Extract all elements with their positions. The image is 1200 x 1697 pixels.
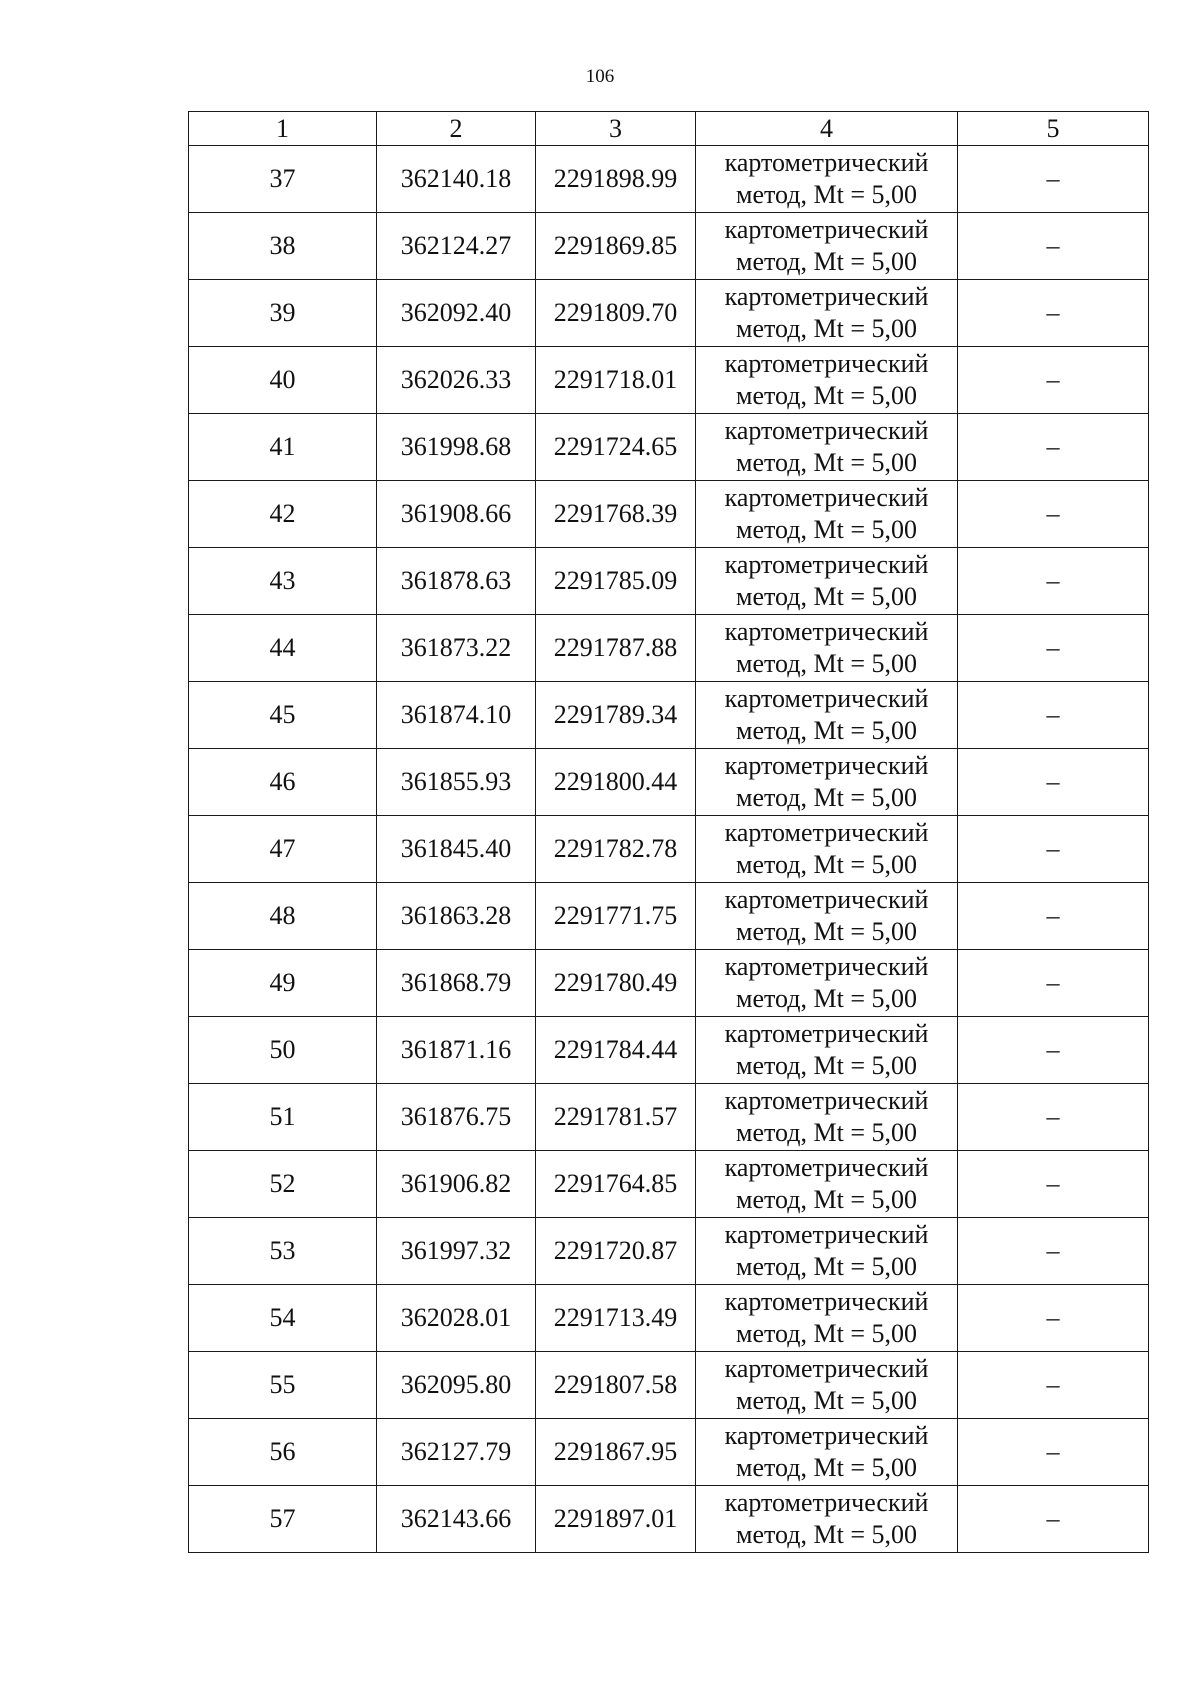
method-line-2: метод, Mt = 5,00 [736, 247, 917, 276]
x-coordinate-cell: 362127.79 [377, 1419, 536, 1486]
method-cell [696, 1151, 958, 1218]
x-coordinate-cell: 361876.75 [377, 1084, 536, 1151]
y-coordinate-cell: 2291768.39 [536, 481, 696, 548]
method-line-2: метод, Mt = 5,00 [736, 1252, 917, 1281]
point-number-cell: 53 [189, 1218, 377, 1285]
method-line-2: метод, Mt = 5,00 [736, 917, 917, 946]
method-cell [696, 1084, 958, 1151]
method-line-2: метод, Mt = 5,00 [736, 515, 917, 544]
method-line-2: метод, Mt = 5,00 [736, 1319, 917, 1348]
method-cell [696, 1419, 958, 1486]
method-line-1: картометрический [724, 617, 929, 646]
note-cell: – [958, 883, 1149, 950]
method-cell [696, 280, 958, 347]
note-cell: – [958, 280, 1149, 347]
table-row [189, 347, 1149, 414]
method-cell [696, 1486, 958, 1553]
method-cell [696, 347, 958, 414]
table-row [189, 213, 1149, 280]
y-coordinate-cell: 2291713.49 [536, 1285, 696, 1352]
point-number-cell: 46 [189, 749, 377, 816]
method-line-1: картометрический [724, 416, 929, 445]
y-coordinate-cell: 2291787.88 [536, 615, 696, 682]
table-row [189, 1486, 1149, 1553]
point-number-cell: 37 [189, 146, 377, 213]
method-line-1: картометрический [724, 550, 929, 579]
method-line-2: метод, Mt = 5,00 [736, 448, 917, 477]
table-row [189, 816, 1149, 883]
method-line-2: метод, Mt = 5,00 [736, 1520, 917, 1549]
y-coordinate-cell: 2291898.99 [536, 146, 696, 213]
method-line-1: картометрический [724, 1220, 929, 1249]
note-cell: – [958, 749, 1149, 816]
point-number-cell: 55 [189, 1352, 377, 1419]
x-coordinate-cell: 362026.33 [377, 347, 536, 414]
method-cell [696, 615, 958, 682]
method-cell [696, 1017, 958, 1084]
column-header-1: 1 [189, 112, 377, 146]
method-line-2: метод, Mt = 5,00 [736, 1453, 917, 1482]
point-number-cell: 56 [189, 1419, 377, 1486]
method-line-1: картометрический [724, 1421, 929, 1450]
method-cell [696, 749, 958, 816]
table-row [189, 1218, 1149, 1285]
method-line-2: метод, Mt = 5,00 [736, 984, 917, 1013]
method-cell [696, 1285, 958, 1352]
coordinates-table [188, 111, 1149, 1553]
y-coordinate-cell: 2291718.01 [536, 347, 696, 414]
note-cell: – [958, 481, 1149, 548]
x-coordinate-cell: 361873.22 [377, 615, 536, 682]
method-line-2: метод, Mt = 5,00 [736, 1051, 917, 1080]
method-line-1: картометрический [724, 684, 929, 713]
x-coordinate-cell: 362124.27 [377, 213, 536, 280]
y-coordinate-cell: 2291782.78 [536, 816, 696, 883]
y-coordinate-cell: 2291764.85 [536, 1151, 696, 1218]
table-row [189, 1084, 1149, 1151]
method-line-2: метод, Mt = 5,00 [736, 582, 917, 611]
note-cell: – [958, 213, 1149, 280]
table-row [189, 1419, 1149, 1486]
x-coordinate-cell: 361855.93 [377, 749, 536, 816]
header-row [189, 112, 1149, 146]
method-line-1: картометрический [724, 215, 929, 244]
y-coordinate-cell: 2291781.57 [536, 1084, 696, 1151]
table-body [189, 146, 1149, 1553]
method-line-1: картометрический [724, 952, 929, 981]
method-line-2: метод, Mt = 5,00 [736, 1118, 917, 1147]
table-row [189, 280, 1149, 347]
y-coordinate-cell: 2291771.75 [536, 883, 696, 950]
method-line-2: метод, Mt = 5,00 [736, 314, 917, 343]
method-line-2: метод, Mt = 5,00 [736, 783, 917, 812]
method-line-2: метод, Mt = 5,00 [736, 1185, 917, 1214]
method-line-1: картометрический [724, 483, 929, 512]
note-cell: – [958, 816, 1149, 883]
note-cell: – [958, 1218, 1149, 1285]
note-cell: – [958, 1419, 1149, 1486]
point-number-cell: 41 [189, 414, 377, 481]
method-line-1: картометрический [724, 751, 929, 780]
x-coordinate-cell: 361997.32 [377, 1218, 536, 1285]
method-line-1: картометрический [724, 1086, 929, 1115]
point-number-cell: 57 [189, 1486, 377, 1553]
x-coordinate-cell: 362028.01 [377, 1285, 536, 1352]
x-coordinate-cell: 361863.28 [377, 883, 536, 950]
y-coordinate-cell: 2291869.85 [536, 213, 696, 280]
note-cell: – [958, 950, 1149, 1017]
table-row [189, 883, 1149, 950]
table-row [189, 481, 1149, 548]
table-row [189, 146, 1149, 213]
note-cell: – [958, 414, 1149, 481]
table-row [189, 749, 1149, 816]
y-coordinate-cell: 2291800.44 [536, 749, 696, 816]
column-header-3: 3 [536, 112, 696, 146]
column-header-4: 4 [696, 112, 958, 146]
point-number-cell: 54 [189, 1285, 377, 1352]
method-cell [696, 816, 958, 883]
point-number-cell: 48 [189, 883, 377, 950]
point-number-cell: 40 [189, 347, 377, 414]
table-row [189, 548, 1149, 615]
method-line-2: метод, Mt = 5,00 [736, 180, 917, 209]
note-cell: – [958, 1017, 1149, 1084]
x-coordinate-cell: 361908.66 [377, 481, 536, 548]
method-line-1: картометрический [724, 1019, 929, 1048]
x-coordinate-cell: 362143.66 [377, 1486, 536, 1553]
point-number-cell: 43 [189, 548, 377, 615]
note-cell: – [958, 1352, 1149, 1419]
table-row [189, 950, 1149, 1017]
point-number-cell: 52 [189, 1151, 377, 1218]
x-coordinate-cell: 362095.80 [377, 1352, 536, 1419]
method-line-2: метод, Mt = 5,00 [736, 1386, 917, 1415]
y-coordinate-cell: 2291807.58 [536, 1352, 696, 1419]
y-coordinate-cell: 2291897.01 [536, 1486, 696, 1553]
table-row [189, 682, 1149, 749]
method-line-1: картометрический [724, 818, 929, 847]
method-line-2: метод, Mt = 5,00 [736, 850, 917, 879]
x-coordinate-cell: 361868.79 [377, 950, 536, 1017]
method-line-1: картометрический [724, 148, 929, 177]
method-line-1: картометрический [724, 349, 929, 378]
x-coordinate-cell: 361871.16 [377, 1017, 536, 1084]
method-line-2: метод, Mt = 5,00 [736, 381, 917, 410]
x-coordinate-cell: 362092.40 [377, 280, 536, 347]
x-coordinate-cell: 362140.18 [377, 146, 536, 213]
point-number-cell: 47 [189, 816, 377, 883]
note-cell: – [958, 1151, 1149, 1218]
note-cell: – [958, 146, 1149, 213]
point-number-cell: 49 [189, 950, 377, 1017]
table-row [189, 615, 1149, 682]
method-line-1: картометрический [724, 1488, 929, 1517]
page-number: 106 [585, 66, 615, 87]
note-cell: – [958, 1486, 1149, 1553]
method-cell [696, 548, 958, 615]
y-coordinate-cell: 2291724.65 [536, 414, 696, 481]
point-number-cell: 51 [189, 1084, 377, 1151]
table-row [189, 1151, 1149, 1218]
method-line-1: картометрический [724, 282, 929, 311]
x-coordinate-cell: 361878.63 [377, 548, 536, 615]
point-number-cell: 50 [189, 1017, 377, 1084]
y-coordinate-cell: 2291780.49 [536, 950, 696, 1017]
method-cell [696, 883, 958, 950]
y-coordinate-cell: 2291720.87 [536, 1218, 696, 1285]
method-line-2: метод, Mt = 5,00 [736, 716, 917, 745]
table-row [189, 1017, 1149, 1084]
note-cell: – [958, 347, 1149, 414]
point-number-cell: 42 [189, 481, 377, 548]
method-cell [696, 1352, 958, 1419]
y-coordinate-cell: 2291867.95 [536, 1419, 696, 1486]
column-header-5: 5 [958, 112, 1149, 146]
table-row [189, 414, 1149, 481]
y-coordinate-cell: 2291785.09 [536, 548, 696, 615]
method-cell [696, 1218, 958, 1285]
method-cell [696, 682, 958, 749]
x-coordinate-cell: 361874.10 [377, 682, 536, 749]
point-number-cell: 45 [189, 682, 377, 749]
x-coordinate-cell: 361906.82 [377, 1151, 536, 1218]
method-cell [696, 414, 958, 481]
method-line-1: картометрический [724, 885, 929, 914]
x-coordinate-cell: 361998.68 [377, 414, 536, 481]
note-cell: – [958, 1285, 1149, 1352]
table-row [189, 1285, 1149, 1352]
y-coordinate-cell: 2291809.70 [536, 280, 696, 347]
y-coordinate-cell: 2291789.34 [536, 682, 696, 749]
method-cell [696, 950, 958, 1017]
x-coordinate-cell: 361845.40 [377, 816, 536, 883]
table-row [189, 1352, 1149, 1419]
note-cell: – [958, 682, 1149, 749]
note-cell: – [958, 615, 1149, 682]
y-coordinate-cell: 2291784.44 [536, 1017, 696, 1084]
method-line-1: картометрический [724, 1287, 929, 1316]
point-number-cell: 44 [189, 615, 377, 682]
method-cell [696, 481, 958, 548]
point-number-cell: 38 [189, 213, 377, 280]
method-line-1: картометрический [724, 1354, 929, 1383]
method-line-1: картометрический [724, 1153, 929, 1182]
column-header-2: 2 [377, 112, 536, 146]
note-cell: – [958, 1084, 1149, 1151]
note-cell: – [958, 548, 1149, 615]
point-number-cell: 39 [189, 280, 377, 347]
method-line-2: метод, Mt = 5,00 [736, 649, 917, 678]
method-cell [696, 213, 958, 280]
method-cell [696, 146, 958, 213]
